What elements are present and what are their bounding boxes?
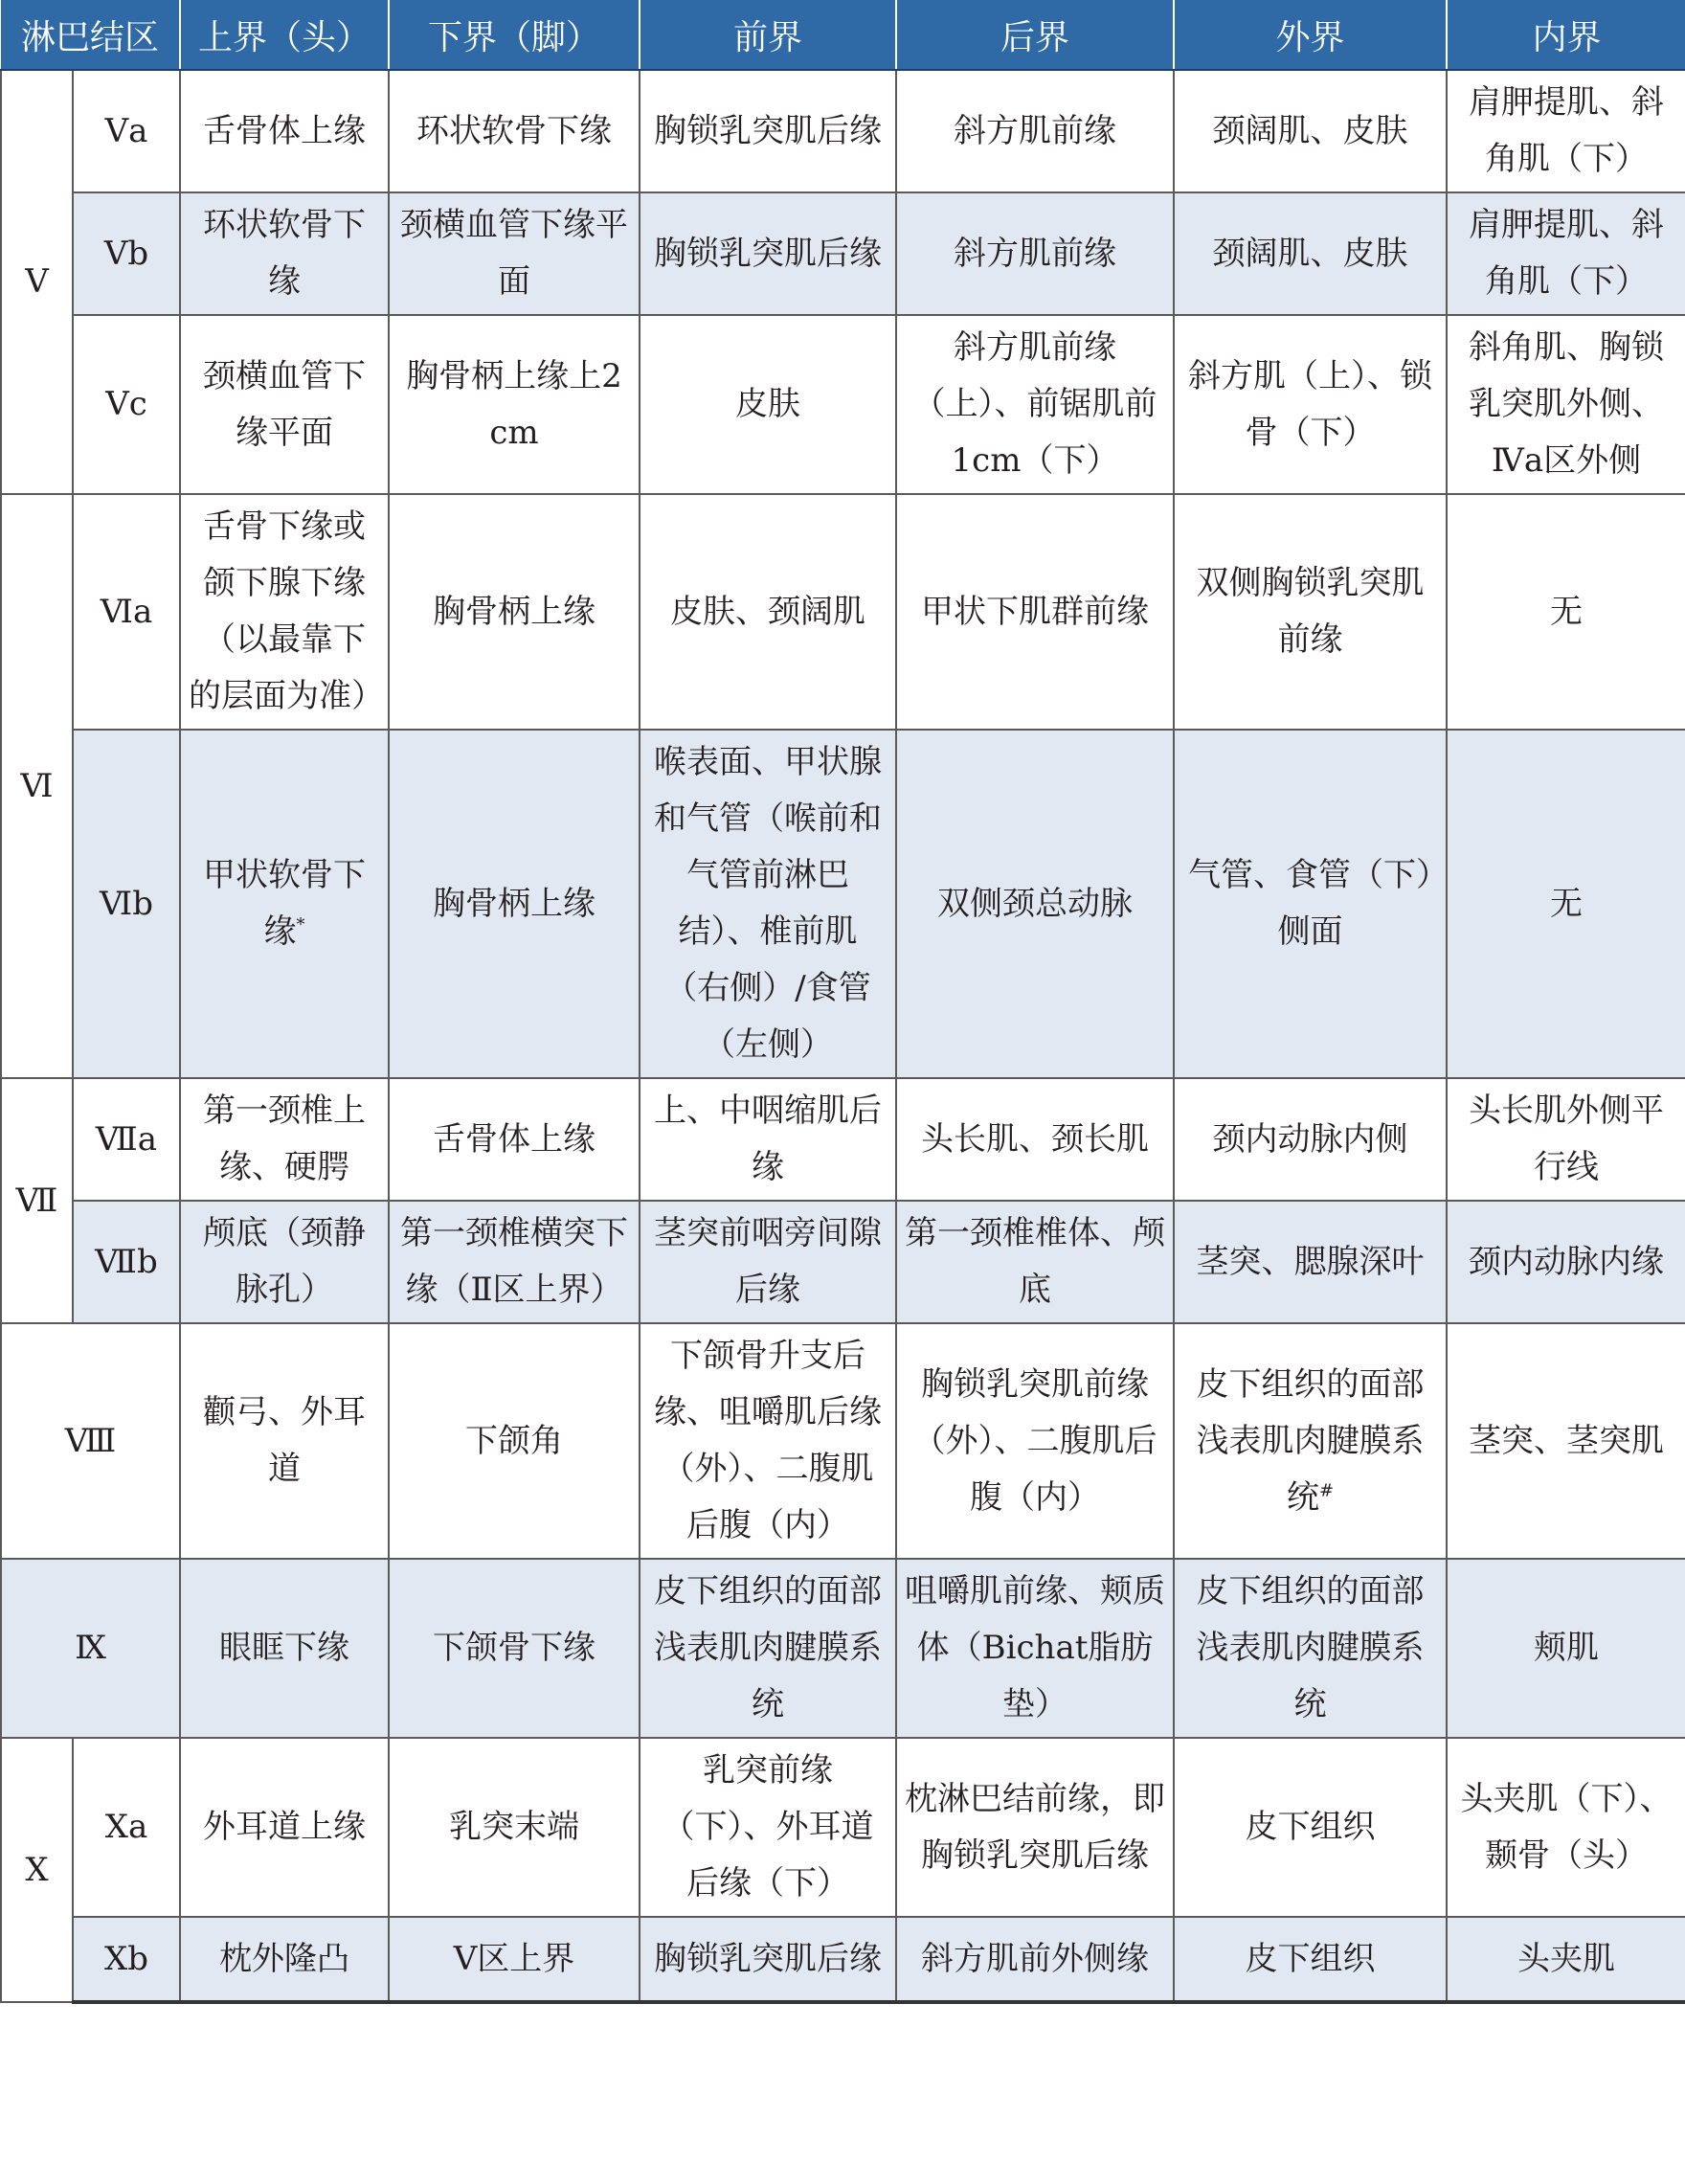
- cell-medial: 无: [1447, 494, 1685, 730]
- cell-lower: 乳突末端: [389, 1738, 640, 1917]
- sublevel-label: Ⅴb: [73, 192, 180, 315]
- cell-anterior: 皮肤、颈阔肌: [640, 494, 896, 730]
- table-row: [1, 1323, 1685, 1559]
- sublevel-label: Ⅶa: [73, 1078, 180, 1201]
- table-row: [1, 1559, 1685, 1738]
- table-row: [1, 1738, 1685, 1917]
- cell-posterior: 斜方肌前外侧缘: [896, 1917, 1174, 2002]
- cell-anterior: 皮肤: [640, 315, 896, 494]
- cell-medial: 茎突、茎突肌: [1447, 1323, 1685, 1559]
- cell-lateral: 斜方肌（上）、锁骨（下）: [1174, 315, 1447, 494]
- cell-anterior: 喉表面、甲状腺和气管（喉前和气管前淋巴结）、椎前肌（右侧）/食管（左侧）: [640, 730, 896, 1078]
- cell-anterior: 胸锁乳突肌后缘: [640, 1917, 896, 2002]
- sublevel-label: Ⅵb: [73, 730, 180, 1078]
- cell-anterior: 上、中咽缩肌后缘: [640, 1078, 896, 1201]
- table-row: [1, 1201, 1685, 1323]
- cell-anterior: 胸锁乳突肌后缘: [640, 192, 896, 315]
- cell-anterior: 乳突前缘（下）、外耳道后缘（下）: [640, 1738, 896, 1917]
- cell-upper: 颅底（颈静脉孔）: [180, 1201, 389, 1323]
- cell-medial: 肩胛提肌、斜角肌（下）: [1447, 192, 1685, 315]
- header-posterior: 后界: [896, 0, 1174, 70]
- cell-lower: 胸骨柄上缘上2cm: [389, 315, 640, 494]
- cell-lower: 颈横血管下缘平面: [389, 192, 640, 315]
- cell-lateral: 颈阔肌、皮肤: [1174, 70, 1447, 192]
- cell-posterior: 斜方肌前缘: [896, 70, 1174, 192]
- sublevel-label: Ⅴa: [73, 70, 180, 192]
- header-lateral: 外界: [1174, 0, 1447, 70]
- table-row: [1, 70, 1685, 192]
- cell-posterior: 斜方肌前缘（上）、前锯肌前1cm（下）: [896, 315, 1174, 494]
- cell-lateral: 茎突、腮腺深叶: [1174, 1201, 1447, 1323]
- cell-medial: 无: [1447, 730, 1685, 1078]
- cell-lower: 下颌骨下缘: [389, 1559, 640, 1738]
- cell-lower: 舌骨体上缘: [389, 1078, 640, 1201]
- cell-medial: 头夹肌（下）、颞骨（头）: [1447, 1738, 1685, 1917]
- cell-medial: 斜角肌、胸锁乳突肌外侧、Ⅳa区外侧: [1447, 315, 1685, 494]
- cell-upper: 枕外隆凸: [180, 1917, 389, 2002]
- header-upper: 上界（头）: [180, 0, 389, 70]
- cell-upper: 眼眶下缘: [180, 1559, 389, 1738]
- cell-lateral: 皮下组织: [1174, 1738, 1447, 1917]
- group-label-vii: Ⅶ: [1, 1078, 73, 1323]
- cell-upper: 舌骨体上缘: [180, 70, 389, 192]
- cell-medial: 颈内动脉内缘: [1447, 1201, 1685, 1323]
- table-row: [1, 192, 1685, 315]
- group-label-vi: Ⅵ: [1, 494, 73, 1078]
- cell-lateral: 颈内动脉内侧: [1174, 1078, 1447, 1201]
- table-row: [1, 315, 1685, 494]
- cell-lateral: 皮下组织: [1174, 1917, 1447, 2002]
- cell-lateral: 气管、食管（下）侧面: [1174, 730, 1447, 1078]
- table-row: [1, 730, 1685, 1078]
- cell-posterior: 双侧颈总动脉: [896, 730, 1174, 1078]
- cell-lower: 第一颈椎横突下缘（Ⅱ区上界）: [389, 1201, 640, 1323]
- group-label-viii: Ⅷ: [1, 1323, 180, 1559]
- cell-lateral: 双侧胸锁乳突肌前缘: [1174, 494, 1447, 730]
- cell-anterior: 茎突前咽旁间隙后缘: [640, 1201, 896, 1323]
- cell-medial: 头夹肌: [1447, 1917, 1685, 2002]
- header-region: 淋巴结区: [1, 0, 180, 70]
- footnote-mark: *: [296, 914, 305, 935]
- cell-lower: 下颌角: [389, 1323, 640, 1559]
- sublevel-label: Ⅵa: [73, 494, 180, 730]
- cell-medial: 肩胛提肌、斜角肌（下）: [1447, 70, 1685, 192]
- cell-lateral: 颈阔肌、皮肤: [1174, 192, 1447, 315]
- cell-posterior: 胸锁乳突肌前缘（外）、二腹肌后腹（内）: [896, 1323, 1174, 1559]
- cell-upper: 舌骨下缘或颌下腺下缘（以最靠下的层面为准）: [180, 494, 389, 730]
- cell-posterior: 甲状下肌群前缘: [896, 494, 1174, 730]
- table-row: [1, 1078, 1685, 1201]
- cell-upper: 第一颈椎上缘、硬腭: [180, 1078, 389, 1201]
- cell-posterior: 斜方肌前缘: [896, 192, 1174, 315]
- cell-upper: 颈横血管下缘平面: [180, 315, 389, 494]
- cell-lateral-text: 皮下组织的面部浅表肌肉腱膜系统: [1196, 1364, 1425, 1517]
- header-lower: 下界（脚）: [389, 0, 640, 70]
- cell-lower: 胸骨柄上缘: [389, 494, 640, 730]
- sublevel-label: Ⅴc: [73, 315, 180, 494]
- header-medial: 内界: [1447, 0, 1685, 70]
- group-label-x: Ⅹ: [1, 1738, 73, 2002]
- header-row: [1, 0, 1685, 70]
- cell-upper: 环状软骨下缘: [180, 192, 389, 315]
- cell-anterior: 皮下组织的面部浅表肌肉腱膜系统: [640, 1559, 896, 1738]
- group-label-ix: Ⅸ: [1, 1559, 180, 1738]
- cell-upper-text: 甲状软骨下缘: [203, 856, 367, 951]
- sublevel-label: Ⅹb: [73, 1917, 180, 2002]
- cell-lateral: 皮下组织的面部浅表肌肉腱膜系统: [1174, 1559, 1447, 1738]
- table-row: [1, 1917, 1685, 2002]
- cell-posterior: 第一颈椎椎体、颅底: [896, 1201, 1174, 1323]
- sublevel-label: Ⅹa: [73, 1738, 180, 1917]
- cell-lateral: [1174, 1323, 1447, 1559]
- cell-posterior: 头长肌、颈长肌: [896, 1078, 1174, 1201]
- cell-anterior: 下颌骨升支后缘、咀嚼肌后缘（外）、二腹肌后腹（内）: [640, 1323, 896, 1559]
- cell-lower: Ⅴ区上界: [389, 1917, 640, 2002]
- cell-upper: 外耳道上缘: [180, 1738, 389, 1917]
- cell-posterior: 枕淋巴结前缘，即胸锁乳突肌后缘: [896, 1738, 1174, 1917]
- sublevel-label: Ⅶb: [73, 1201, 180, 1323]
- cell-medial: 头长肌外侧平行线: [1447, 1078, 1685, 1201]
- cell-lower: 环状软骨下缘: [389, 70, 640, 192]
- cell-upper: [180, 730, 389, 1078]
- table-row: [1, 494, 1685, 730]
- cell-lower: 胸骨柄上缘: [389, 730, 640, 1078]
- cell-medial: 颊肌: [1447, 1559, 1685, 1738]
- cell-anterior: 胸锁乳突肌后缘: [640, 70, 896, 192]
- footnote-mark: #: [1318, 1480, 1335, 1501]
- cell-upper: 颧弓、外耳道: [180, 1323, 389, 1559]
- header-anterior: 前界: [640, 0, 896, 70]
- cell-posterior: 咀嚼肌前缘、颊质体（Bichat脂肪垫）: [896, 1559, 1174, 1738]
- group-label-v: Ⅴ: [1, 70, 73, 494]
